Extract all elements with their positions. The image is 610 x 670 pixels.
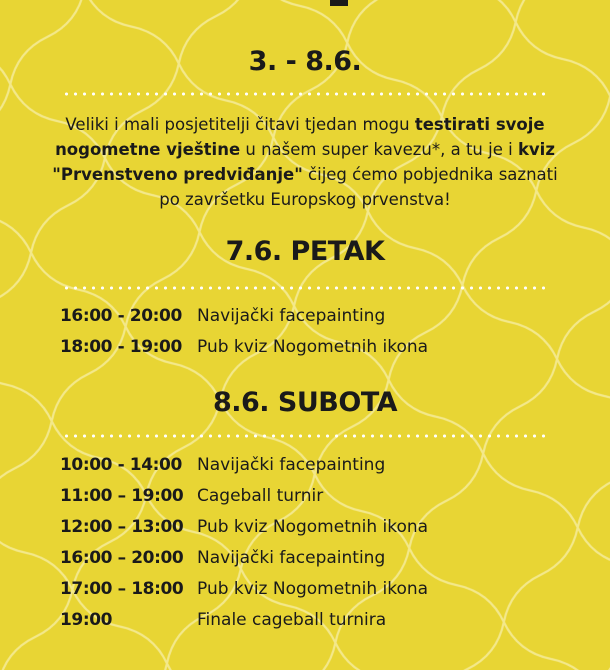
intro-highlight: kviz "Prvenstveno predviđanje" [52, 140, 555, 184]
event-time: 11:00 – 19:00 [60, 486, 184, 506]
intro-text: Veliki i mali posjetitelji čitavi tjedan mogu [65, 115, 415, 134]
event-time: 16:00 – 20:00 [60, 548, 184, 568]
intro-text: čijeg ćemo pobjednika saznati po završetku Europskog prvenstva! [159, 165, 558, 209]
dotted-divider [62, 286, 548, 290]
event-name: Pub kviz Nogometnih ikona [197, 579, 429, 599]
intro-description [40, 112, 570, 212]
event-time: 19:00 [60, 610, 113, 630]
event-time: 12:00 – 13:00 [60, 517, 184, 537]
intro-highlight: testirati svoje nogometne vještine [55, 115, 545, 159]
event-time: 16:00 - 20:00 [60, 306, 182, 326]
date-range-heading: 3. - 8.6. [248, 46, 362, 77]
top-decorative-mark [330, 0, 348, 6]
event-name: Navijački facepainting [197, 306, 386, 326]
event-time: 17:00 – 18:00 [60, 579, 184, 599]
event-time: 10:00 - 14:00 [60, 455, 182, 475]
day-heading-subota: 8.6. SUBOTA [212, 387, 398, 418]
intro-text: u našem super kavezu*, a tu je i [240, 140, 518, 159]
dotted-divider [62, 92, 548, 96]
event-name: Pub kviz Nogometnih ikona [197, 337, 429, 357]
event-name: Navijački facepainting [197, 455, 386, 475]
day-heading-petak: 7.6. PETAK [225, 236, 385, 267]
event-name: Pub kviz Nogometnih ikona [197, 517, 429, 537]
dotted-divider [62, 434, 548, 438]
event-name: Navijački facepainting [197, 548, 386, 568]
event-time: 18:00 - 19:00 [60, 337, 182, 357]
event-name: Finale cageball turnira [197, 610, 387, 630]
event-name: Cageball turnir [197, 486, 324, 506]
